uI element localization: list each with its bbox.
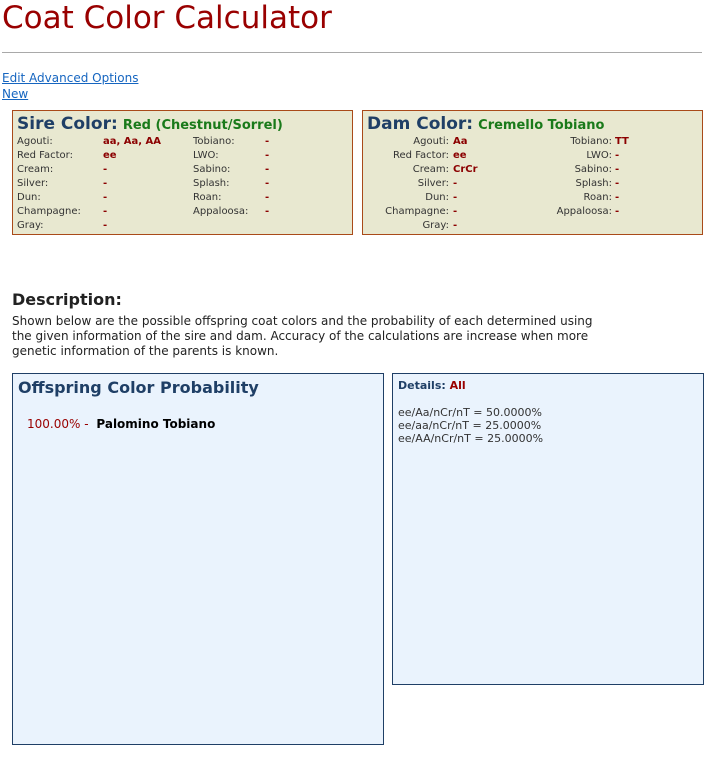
gene-value: aa, Aa, AA	[103, 136, 162, 147]
gene-value: -	[453, 220, 458, 231]
gene-label: Dun:	[425, 192, 449, 203]
detail-line: ee/AA/nCr/nT = 25.0000%	[398, 432, 544, 445]
gene-label: Roan:	[193, 192, 222, 203]
gene-value: -	[265, 192, 270, 203]
gene-value: CrCr	[453, 164, 478, 175]
details-heading	[398, 379, 466, 392]
gene-label: LWO:	[193, 150, 219, 161]
description-heading: Description:	[12, 290, 122, 309]
gene-label: Splash:	[575, 178, 612, 189]
gene-label: Red Factor:	[17, 150, 73, 161]
gene-value: -	[265, 178, 270, 189]
gene-value: -	[103, 192, 108, 203]
offspring-title: Offspring Color Probability	[18, 378, 259, 397]
gene-label: LWO:	[586, 150, 612, 161]
gene-value: -	[265, 136, 270, 147]
offspring-percent: 100.00% -	[27, 417, 89, 431]
gene-label: Cream:	[412, 164, 449, 175]
gene-label: Tobiano:	[193, 136, 235, 147]
gene-label: Silver:	[17, 178, 49, 189]
gene-value: -	[453, 178, 458, 189]
details-filter: All	[449, 379, 466, 392]
gene-value: -	[615, 192, 620, 203]
offspring-color: Palomino Tobiano	[96, 417, 216, 431]
details-label: Details:	[398, 379, 446, 392]
gene-label: Cream:	[17, 164, 54, 175]
gene-label: Gray:	[17, 220, 44, 231]
dam-label: Dam Color:	[367, 114, 474, 134]
gene-label: Sabino:	[193, 164, 231, 175]
description-text: Shown below are the possible offspring coat colors and the probability of each determined using the given information of the sire and dam. Accuracy of the calculations are increase when more genetic information of the parents is known.	[12, 314, 593, 358]
gene-value: -	[453, 192, 458, 203]
gene-value: TT	[615, 136, 629, 147]
edit-advanced-options-link[interactable]: Edit Advanced Options	[2, 71, 139, 85]
gene-label: Gray:	[422, 220, 449, 231]
gene-label: Appaloosa:	[193, 206, 249, 217]
sire-color: Red (Chestnut/Sorrel)	[122, 118, 283, 133]
gene-label: Tobiano:	[570, 136, 612, 147]
gene-label: Sabino:	[574, 164, 612, 175]
gene-value: -	[103, 206, 108, 217]
new-link[interactable]: New	[2, 87, 29, 101]
gene-value: -	[265, 150, 270, 161]
sire-label: Sire Color:	[17, 114, 118, 134]
gene-value: -	[265, 164, 270, 175]
detail-line: ee/Aa/nCr/nT = 50.0000%	[398, 406, 542, 419]
gene-label: Agouti:	[17, 136, 53, 147]
dam-color: Cremello Tobiano	[478, 118, 605, 133]
gene-value: -	[615, 178, 620, 189]
page-title: Coat Color Calculator	[2, 0, 332, 36]
gene-label: Silver:	[417, 178, 449, 189]
gene-label: Champagne:	[17, 206, 81, 217]
gene-label: Splash:	[193, 178, 230, 189]
offspring-result	[27, 417, 215, 431]
sire-heading	[17, 114, 283, 134]
gene-value: ee	[453, 150, 467, 161]
gene-value: -	[103, 178, 108, 189]
gene-label: Roan:	[583, 192, 612, 203]
gene-value: -	[103, 220, 108, 231]
dam-heading	[367, 114, 604, 134]
detail-line: ee/aa/nCr/nT = 25.0000%	[398, 419, 542, 432]
gene-label: Dun:	[17, 192, 41, 203]
gene-value: Aa	[453, 136, 468, 147]
gene-value: -	[453, 206, 458, 217]
gene-value: -	[615, 206, 620, 217]
dam-panel	[362, 110, 703, 235]
gene-label: Agouti:	[413, 136, 449, 147]
gene-value: -	[103, 164, 108, 175]
gene-value: -	[615, 164, 620, 175]
gene-value: ee	[103, 150, 117, 161]
gene-label: Red Factor:	[393, 150, 449, 161]
gene-label: Champagne:	[385, 206, 449, 217]
details-panel	[392, 373, 704, 685]
offspring-panel	[12, 373, 384, 745]
gene-value: -	[265, 206, 270, 217]
title-divider	[2, 52, 702, 53]
gene-value: -	[615, 150, 620, 161]
gene-label: Appaloosa:	[556, 206, 612, 217]
sire-panel	[12, 110, 353, 235]
